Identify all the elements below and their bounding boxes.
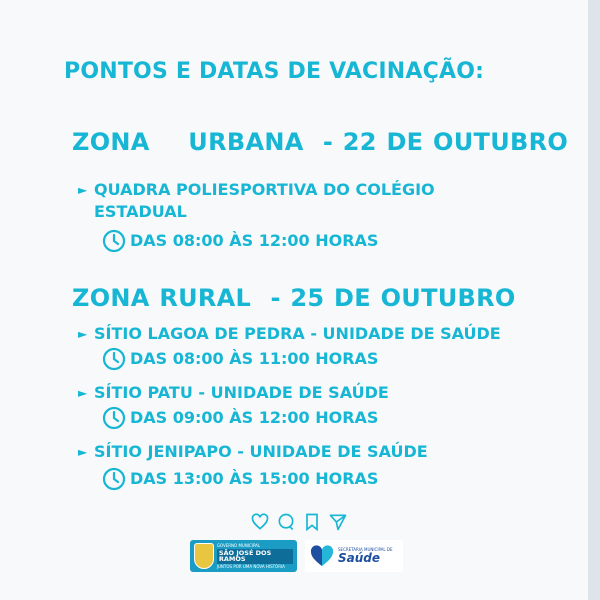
logo-city-name: SÃO JOSÉ DOS RAMOS [217,549,293,564]
bullet-arrow-icon: ► [78,386,88,400]
location-item [78,441,428,463]
location-name-cont: ESTADUAL [94,202,187,221]
location-name: SÍTIO JENIPAPO - UNIDADE DE SAÚDE [94,442,428,461]
clock-icon [102,406,126,430]
logo-small-top: GOVERNO MUNICIPAL [216,542,261,548]
hours-text: DAS 09:00 ÀS 12:00 HORAS [130,408,379,427]
hours-text: DAS 13:00 ÀS 15:00 HORAS [130,469,379,488]
logo-saude-text: Saúde [338,551,381,565]
zone-heading-urbana: ZONA URBANA - 22 DE OUTUBRO [72,128,569,156]
bullet-arrow-icon: ► [78,327,88,341]
municipality-logo [190,540,297,572]
location-hours [102,467,378,491]
hours-text: DAS 08:00 ÀS 12:00 HORAS [130,231,379,250]
comment-icon[interactable] [276,512,296,532]
page-edge [588,0,600,600]
bullet-arrow-icon: ► [78,183,88,197]
clock-icon [102,347,126,371]
logo-secretariat-label: SECRETARIA MUNICIPAL DE [338,547,393,552]
heart-logo-icon [310,545,334,567]
bookmark-icon[interactable] [302,512,322,532]
location-name: SÍTIO PATU - UNIDADE DE SAÚDE [94,383,389,402]
location-name: SÍTIO LAGOA DE PEDRA - UNIDADE DE SAÚDE [94,324,501,343]
location-item [78,179,435,223]
zone-heading-rural: ZONA RURAL - 25 DE OUTUBRO [72,284,516,312]
clock-icon [102,229,126,253]
send-icon[interactable] [328,512,348,532]
location-item [78,382,389,404]
location-hours [102,406,378,430]
logo-slogan: JUNTOS POR UMA NOVA HISTÓRIA [216,563,285,569]
heart-icon[interactable] [250,512,270,532]
crest-icon [194,543,214,569]
hours-text: DAS 08:00 ÀS 11:00 HORAS [130,349,379,368]
location-hours [102,347,378,371]
location-hours [102,229,378,253]
social-actions [250,512,348,532]
page-title: PONTOS E DATAS DE VACINAÇÃO: [64,59,485,84]
location-item [78,323,501,345]
bullet-arrow-icon: ► [78,445,88,459]
clock-icon [102,467,126,491]
health-secretariat-logo [305,540,403,572]
location-name: QUADRA POLIESPORTIVA DO COLÉGIO [94,180,435,199]
